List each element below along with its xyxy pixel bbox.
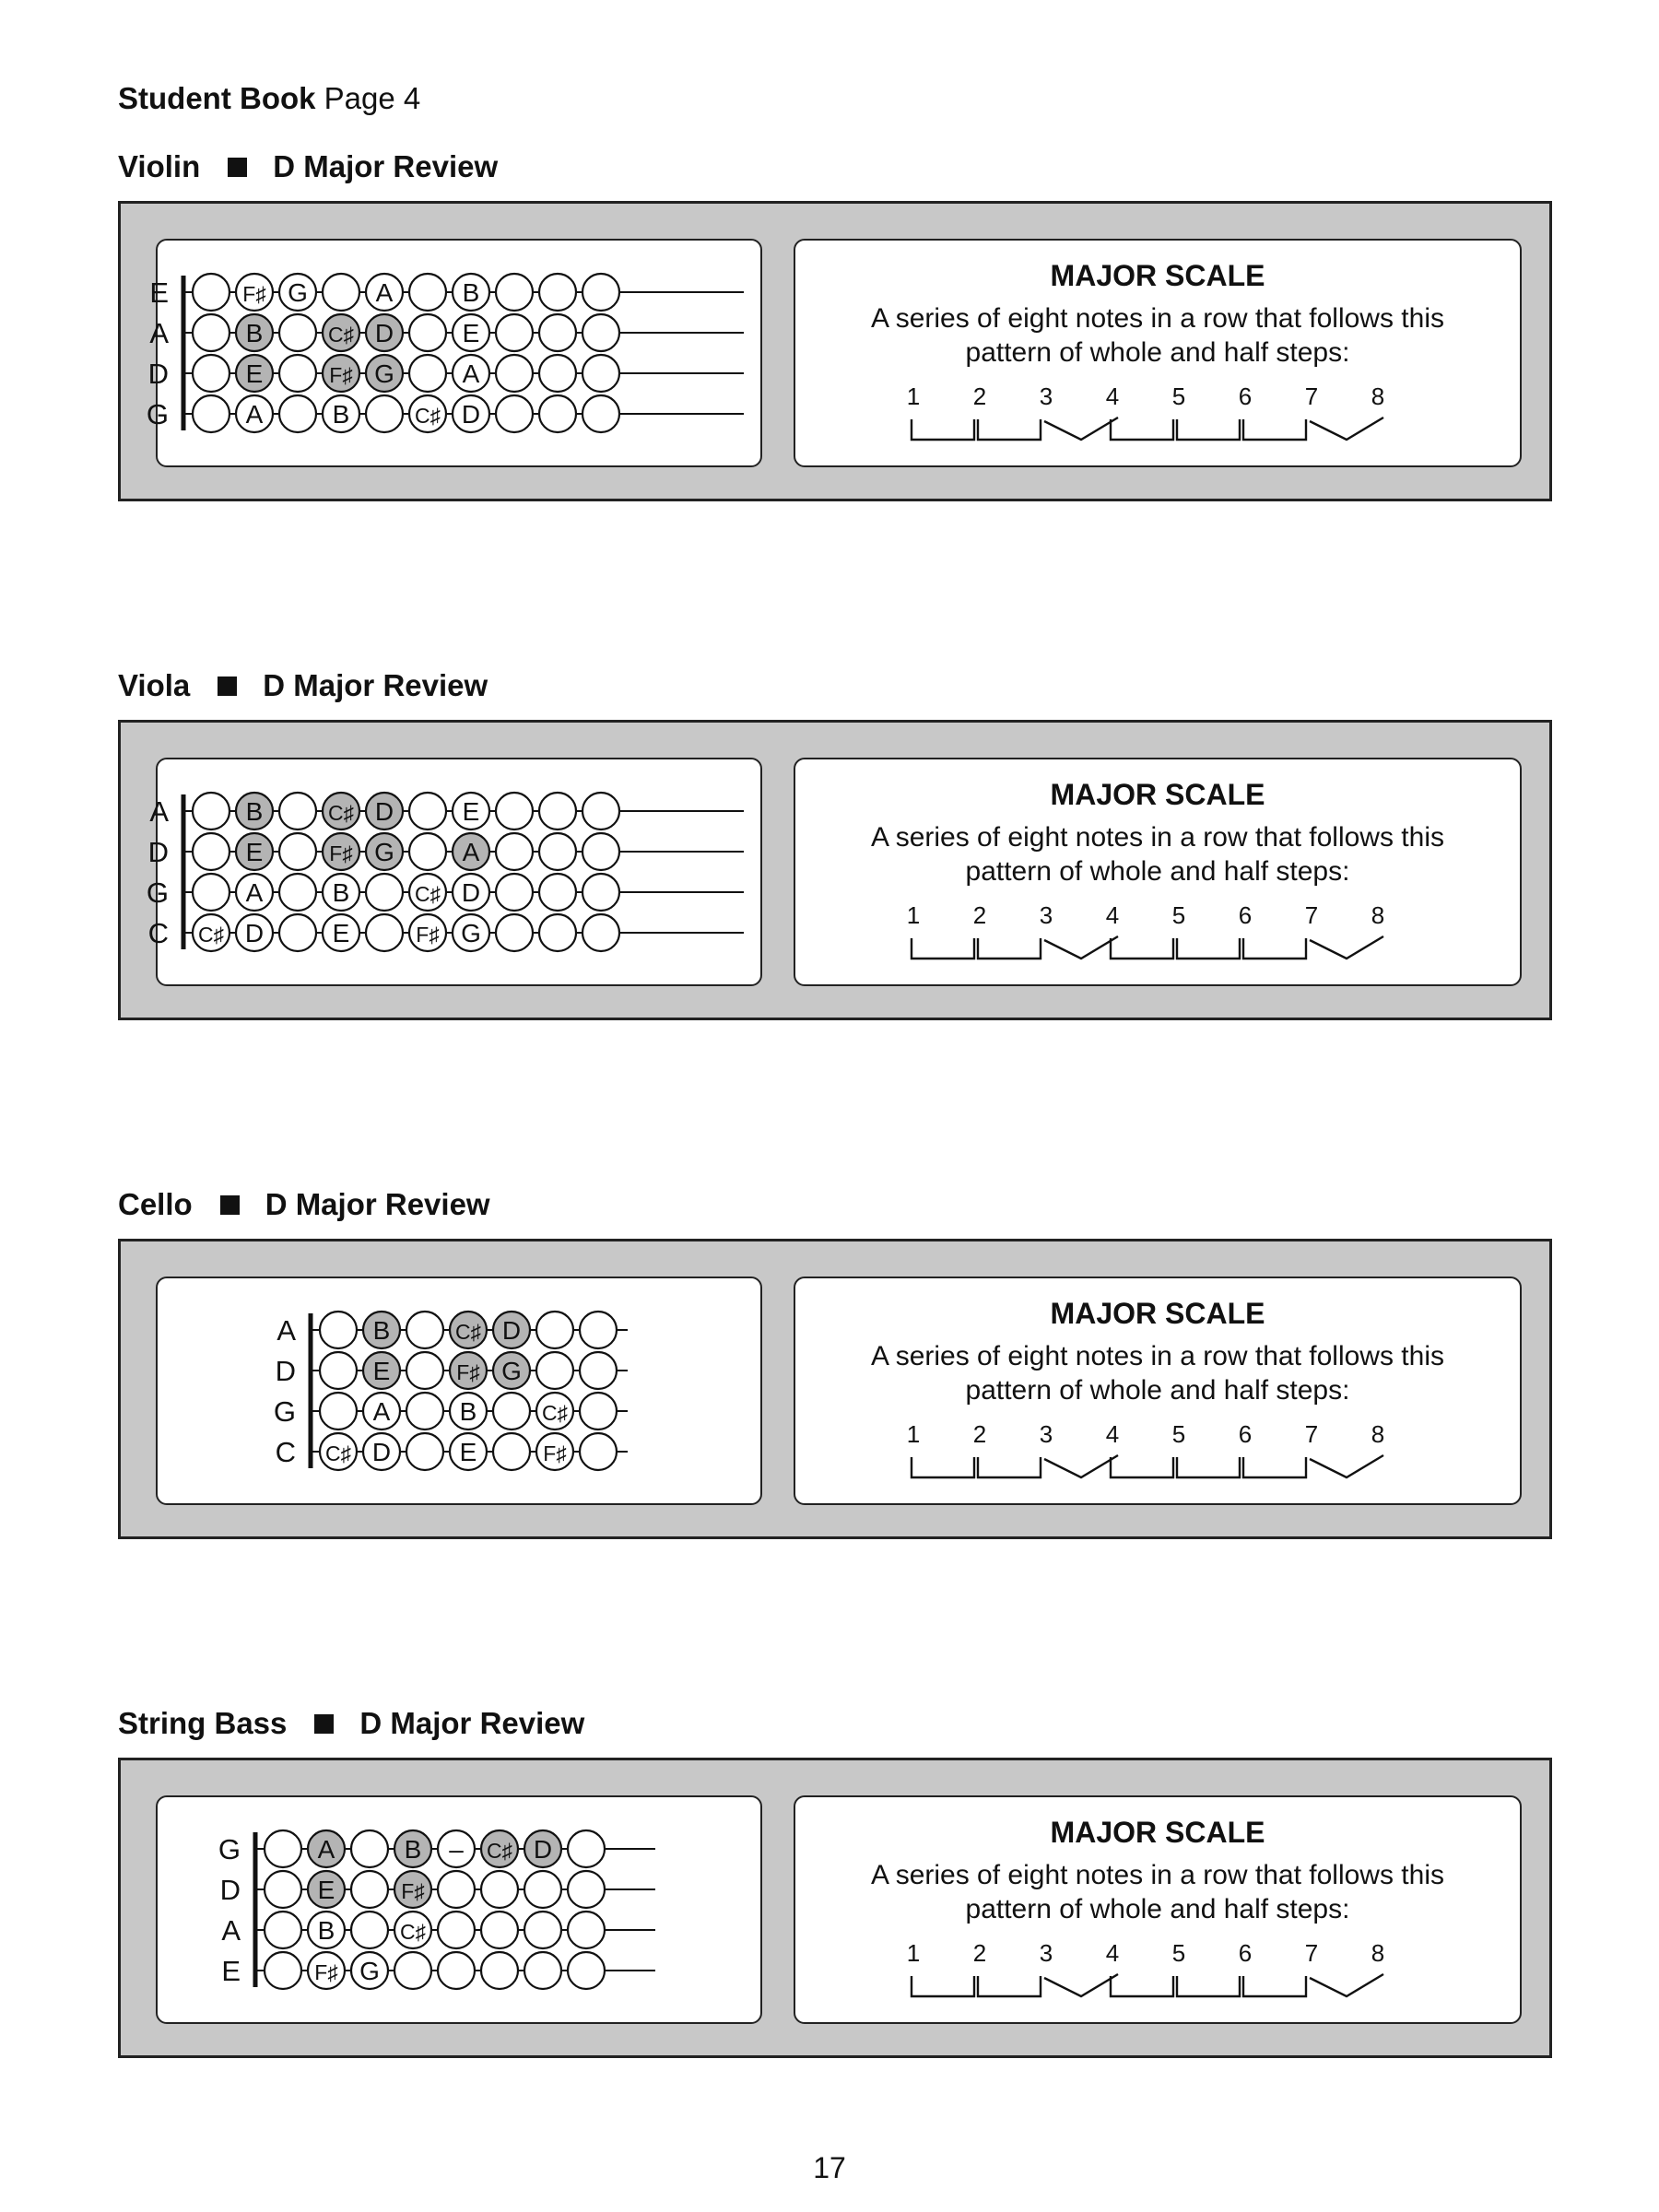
finger-position [496, 833, 533, 870]
finger-position [279, 793, 316, 830]
fingerboard-box [156, 1795, 762, 2024]
finger-position [539, 793, 576, 830]
finger-position [582, 395, 619, 432]
whole-step-bracket [1177, 938, 1240, 959]
whole-step-bracket [1243, 419, 1306, 440]
note-label: A [372, 1397, 391, 1426]
finger-position [193, 314, 229, 351]
step-number: 3 [1039, 901, 1053, 929]
page-number: 17 [813, 2151, 846, 2184]
finger-position [438, 1871, 475, 1908]
half-step-mark [1310, 1974, 1383, 1996]
step-pattern-diagram [795, 1797, 1524, 2026]
note-label: G [374, 359, 394, 388]
finger-position [351, 1871, 388, 1908]
finger-position [279, 395, 316, 432]
step-number: 6 [1238, 1420, 1253, 1448]
whole-step-bracket [1111, 419, 1173, 440]
step-number: 7 [1304, 1420, 1319, 1448]
finger-position [496, 274, 533, 311]
string-row [276, 1352, 628, 1389]
note-label: B [372, 1316, 391, 1345]
step-number: 5 [1171, 1420, 1186, 1448]
section-title-viola [118, 668, 488, 703]
string-row [274, 1393, 628, 1430]
step-number: 5 [1171, 901, 1186, 929]
step-number: 2 [972, 382, 987, 410]
step-pattern-diagram [795, 1278, 1524, 1507]
finger-position [193, 274, 229, 311]
step-number: 7 [1304, 1939, 1319, 1967]
finger-position [193, 793, 229, 830]
note-label: B [462, 278, 480, 307]
note-label: G [501, 1357, 522, 1385]
step-number: 5 [1171, 382, 1186, 410]
review-title: D Major Review [265, 1187, 490, 1221]
step-number: 5 [1171, 1939, 1186, 1967]
string-row [148, 833, 744, 870]
note-label: D [244, 919, 265, 947]
fingerboard-chart [146, 759, 764, 988]
finger-position [582, 314, 619, 351]
half-step-mark [1044, 1974, 1118, 1996]
note-label: A [375, 278, 394, 307]
finger-position [406, 1352, 443, 1389]
note-label: F♯ [416, 923, 440, 947]
string-row [147, 395, 744, 432]
finger-position [539, 833, 576, 870]
fingerboard-chart [146, 241, 764, 469]
panel-viola [118, 720, 1552, 1020]
finger-position [582, 914, 619, 951]
note-label: B [245, 797, 264, 826]
major-scale-box [794, 1277, 1522, 1505]
bullet-square-icon [228, 158, 247, 177]
step-number: 6 [1238, 901, 1253, 929]
finger-position [279, 833, 316, 870]
string-name: D [275, 1355, 296, 1387]
step-number: 4 [1105, 1420, 1120, 1448]
note-label: C♯ [414, 882, 441, 906]
half-step-mark [1310, 936, 1383, 959]
bullet-square-icon [220, 1195, 240, 1215]
note-label: E [245, 838, 264, 866]
step-pattern-diagram [795, 241, 1524, 469]
string-row [149, 314, 744, 351]
instrument-name: String Bass [118, 1706, 288, 1740]
finger-position [539, 355, 576, 392]
finger-position [496, 793, 533, 830]
string-row [276, 1312, 628, 1348]
finger-position [536, 1312, 573, 1348]
note-label: F♯ [329, 363, 353, 387]
finger-position [524, 1952, 561, 1989]
note-label: A [245, 878, 264, 907]
note-label: A [462, 359, 480, 388]
finger-position [496, 914, 533, 951]
whole-step-bracket [912, 938, 974, 959]
note-label: B [332, 400, 350, 429]
note-label: E [317, 1876, 335, 1904]
instrument-name: Violin [118, 149, 201, 183]
finger-position [539, 314, 576, 351]
note-label: D [371, 1438, 392, 1466]
step-number: 1 [906, 1420, 921, 1448]
note-label: G [288, 278, 308, 307]
step-number: 6 [1238, 382, 1253, 410]
note-label: A [317, 1835, 335, 1864]
whole-step-bracket [912, 1976, 974, 1996]
finger-position [539, 874, 576, 911]
panel-cello [118, 1239, 1552, 1539]
finger-position [409, 355, 446, 392]
section-title-violin [118, 149, 498, 184]
finger-position [536, 1352, 573, 1389]
bullet-square-icon [218, 677, 237, 696]
string-name: E [149, 276, 169, 309]
finger-position [568, 1952, 605, 1989]
string-row [148, 914, 744, 951]
note-label: B [404, 1835, 422, 1864]
half-step-mark [1310, 418, 1383, 440]
finger-position [580, 1393, 617, 1430]
string-name: G [146, 398, 169, 430]
finger-position [524, 1871, 561, 1908]
whole-step-bracket [1177, 1976, 1240, 1996]
string-name: G [218, 1833, 241, 1865]
note-label: B [459, 1397, 477, 1426]
finger-position [438, 1912, 475, 1948]
step-number: 8 [1371, 1420, 1385, 1448]
finger-position [406, 1433, 443, 1470]
step-number: 1 [906, 382, 921, 410]
fingerboard-chart [158, 1278, 764, 1507]
string-name: C [275, 1436, 296, 1468]
finger-position [409, 314, 446, 351]
finger-position [539, 274, 576, 311]
step-number: 4 [1105, 1939, 1120, 1967]
note-label: D [461, 400, 481, 429]
instrument-name: Cello [118, 1187, 193, 1221]
header-bold: Student Book [118, 81, 316, 115]
string-row [221, 1952, 655, 1989]
whole-step-bracket [978, 1976, 1041, 1996]
finger-position [265, 1871, 301, 1908]
whole-step-bracket [1111, 1457, 1173, 1477]
finger-position [351, 1830, 388, 1867]
finger-position [582, 833, 619, 870]
string-name: D [219, 1874, 241, 1906]
step-number: 3 [1039, 382, 1053, 410]
step-number: 4 [1105, 901, 1120, 929]
section-title-string-bass [118, 1706, 584, 1741]
string-name: G [273, 1395, 296, 1428]
note-label: D [533, 1835, 553, 1864]
step-number: 6 [1238, 1939, 1253, 1967]
fingerboard-box [146, 758, 762, 986]
finger-position [193, 874, 229, 911]
step-number: 1 [906, 901, 921, 929]
finger-position [481, 1912, 518, 1948]
finger-position [323, 274, 359, 311]
step-number: 1 [906, 1939, 921, 1967]
finger-position [582, 793, 619, 830]
whole-step-bracket [912, 419, 974, 440]
whole-step-bracket [1243, 1457, 1306, 1477]
step-number: 7 [1304, 901, 1319, 929]
finger-position [481, 1871, 518, 1908]
finger-position [366, 874, 403, 911]
scale-title: MAJOR SCALE [1050, 1816, 1265, 1849]
panel-string-bass [118, 1758, 1552, 2058]
panel-violin [118, 201, 1552, 501]
fingerboard-box [146, 239, 762, 467]
finger-position [481, 1952, 518, 1989]
step-number: 2 [972, 901, 987, 929]
string-name: C [147, 917, 169, 949]
review-title: D Major Review [359, 1706, 585, 1740]
string-name: A [276, 1314, 296, 1347]
whole-step-bracket [1111, 1976, 1173, 1996]
finger-position [265, 1912, 301, 1948]
major-scale-box [794, 1795, 1522, 2024]
finger-position [279, 355, 316, 392]
note-label: E [245, 359, 264, 388]
string-row [147, 874, 744, 911]
note-label: B [332, 878, 350, 907]
whole-step-bracket [978, 419, 1041, 440]
scale-title: MAJOR SCALE [1050, 778, 1265, 811]
note-label: C♯ [399, 1920, 427, 1944]
string-row [221, 1912, 655, 1948]
finger-position [279, 314, 316, 351]
fingerboard-box [156, 1277, 762, 1505]
string-name: E [221, 1955, 241, 1987]
string-name: A [149, 317, 169, 349]
note-label: G [359, 1957, 380, 1985]
half-step-mark [1044, 936, 1118, 959]
fingerboard-chart [158, 1797, 764, 2026]
finger-position [394, 1952, 431, 1989]
note-label: F♯ [401, 1879, 425, 1903]
finger-position [580, 1312, 617, 1348]
finger-position [320, 1393, 357, 1430]
step-number: 7 [1304, 382, 1319, 410]
whole-step-bracket [1243, 1976, 1306, 1996]
note-label: E [459, 1438, 477, 1466]
note-label: D [374, 797, 394, 826]
step-number: 3 [1039, 1939, 1053, 1967]
note-label: F♯ [329, 841, 353, 865]
review-title: D Major Review [273, 149, 499, 183]
note-label: D [501, 1316, 522, 1345]
scale-title: MAJOR SCALE [1050, 259, 1265, 292]
finger-position [193, 395, 229, 432]
step-number: 8 [1371, 1939, 1385, 1967]
finger-position [320, 1312, 357, 1348]
finger-position [539, 395, 576, 432]
half-step-mark [1044, 1455, 1118, 1477]
note-label: E [372, 1357, 391, 1385]
finger-position [406, 1312, 443, 1348]
finger-position [582, 355, 619, 392]
finger-position [406, 1393, 443, 1430]
scale-description: A series of eight notes in a row that follows this pattern of whole and half steps: [871, 1341, 1444, 1406]
whole-step-bracket [978, 938, 1041, 959]
finger-position [496, 355, 533, 392]
finger-position [582, 874, 619, 911]
note-label: C♯ [197, 923, 225, 947]
major-scale-box [794, 239, 1522, 467]
finger-position [409, 793, 446, 830]
scale-description: A series of eight notes in a row that follows this pattern of whole and half steps: [871, 822, 1444, 887]
half-step-mark [1044, 418, 1118, 440]
finger-position [320, 1352, 357, 1389]
string-row [149, 274, 744, 311]
step-number: 2 [972, 1420, 987, 1448]
bullet-square-icon [314, 1714, 334, 1734]
section-title-cello [118, 1187, 490, 1222]
header-rest: Page 4 [324, 81, 421, 115]
finger-position [193, 833, 229, 870]
finger-position [409, 833, 446, 870]
step-number: 2 [972, 1939, 987, 1967]
note-label: C♯ [541, 1401, 569, 1425]
finger-position [493, 1393, 530, 1430]
finger-position [568, 1912, 605, 1948]
string-row [149, 793, 744, 830]
finger-position [539, 914, 576, 951]
finger-position [193, 355, 229, 392]
instrument-name: Viola [118, 668, 191, 702]
note-label: C♯ [414, 404, 441, 428]
note-label: B [245, 319, 264, 347]
note-label: C♯ [454, 1320, 482, 1344]
step-pattern-diagram [795, 759, 1524, 988]
finger-position [493, 1433, 530, 1470]
page-header [118, 81, 420, 116]
step-number: 8 [1371, 382, 1385, 410]
note-label: E [462, 319, 480, 347]
half-step-mark [1310, 1455, 1383, 1477]
note-label: C♯ [327, 323, 355, 347]
major-scale-box [794, 758, 1522, 986]
scale-title: MAJOR SCALE [1050, 1297, 1265, 1330]
step-number: 8 [1371, 901, 1385, 929]
finger-position [580, 1433, 617, 1470]
finger-position [568, 1830, 605, 1867]
note-label: G [374, 838, 394, 866]
whole-step-bracket [978, 1457, 1041, 1477]
note-label: – [449, 1835, 464, 1864]
note-label: C♯ [327, 801, 355, 825]
whole-step-bracket [1177, 1457, 1240, 1477]
note-label: G [461, 919, 481, 947]
finger-position [265, 1952, 301, 1989]
note-label: A [462, 838, 480, 866]
string-name: D [147, 358, 169, 390]
whole-step-bracket [1243, 938, 1306, 959]
finger-position [496, 874, 533, 911]
note-label: A [245, 400, 264, 429]
finger-position [582, 274, 619, 311]
scale-description: A series of eight notes in a row that follows this pattern of whole and half steps: [871, 303, 1444, 368]
note-label: D [461, 878, 481, 907]
string-row [148, 355, 744, 392]
note-label: F♯ [543, 1441, 567, 1465]
note-label: B [317, 1916, 335, 1945]
whole-step-bracket [1111, 938, 1173, 959]
string-name: A [221, 1914, 241, 1947]
finger-position [568, 1871, 605, 1908]
note-label: C♯ [486, 1839, 513, 1863]
finger-position [496, 395, 533, 432]
string-name: G [146, 877, 169, 909]
string-name: A [149, 795, 169, 828]
whole-step-bracket [912, 1457, 974, 1477]
finger-position [366, 395, 403, 432]
note-label: F♯ [242, 282, 266, 306]
note-label: E [332, 919, 350, 947]
note-label: C♯ [324, 1441, 352, 1465]
finger-position [524, 1912, 561, 1948]
note-label: E [462, 797, 480, 826]
string-row [220, 1871, 655, 1908]
string-row [276, 1433, 628, 1470]
scale-description: A series of eight notes in a row that follows this pattern of whole and half steps: [871, 1860, 1444, 1924]
finger-position [279, 914, 316, 951]
finger-position [438, 1952, 475, 1989]
finger-position [409, 274, 446, 311]
finger-position [351, 1912, 388, 1948]
finger-position [496, 314, 533, 351]
step-number: 4 [1105, 382, 1120, 410]
step-number: 3 [1039, 1420, 1053, 1448]
review-title: D Major Review [263, 668, 488, 702]
string-name: D [147, 836, 169, 868]
note-label: D [374, 319, 394, 347]
finger-position [279, 874, 316, 911]
finger-position [580, 1352, 617, 1389]
finger-position [265, 1830, 301, 1867]
finger-position [366, 914, 403, 951]
note-label: F♯ [456, 1360, 480, 1384]
string-row [218, 1830, 655, 1867]
note-label: F♯ [314, 1960, 338, 1984]
whole-step-bracket [1177, 419, 1240, 440]
